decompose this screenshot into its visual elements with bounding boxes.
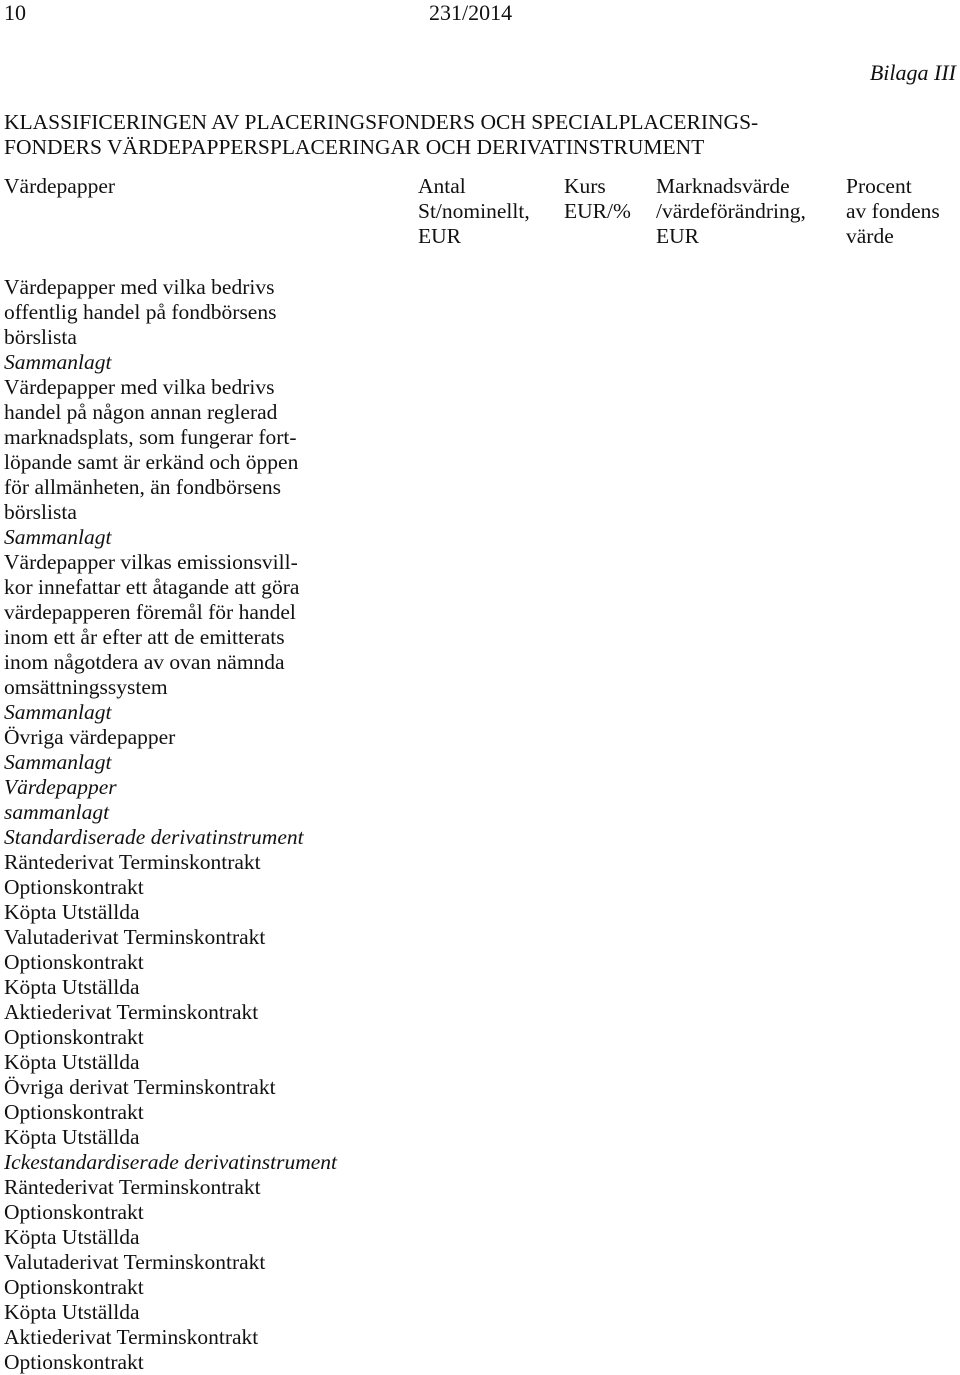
table-row-label: marknadsplats, som fungerar fort- (4, 425, 297, 449)
table-row-label: för allmänheten, än fondbörsens (4, 475, 282, 499)
table-row-label: Optionskontrakt (4, 1100, 144, 1124)
table-row-label: Köpta Utställda (4, 900, 140, 924)
table-row-label: Standardiserade derivatinstrument (4, 825, 304, 849)
document-title-line-2: FONDERS VÄRDEPAPPERSPLACERINGAR OCH DERIVATINSTRUMENT (4, 135, 705, 159)
document-title-line-1: KLASSIFICERINGEN AV PLACERINGSFONDERS OCH SPECIALPLACERINGS- (4, 110, 759, 134)
table-row-label: börslista (4, 325, 77, 349)
table-row-label: Optionskontrakt (4, 1200, 144, 1224)
table-row-label: Ickestandardiserade derivatinstrument (4, 1150, 337, 1174)
column-header-line: /värdeförändring, (656, 199, 806, 223)
table-row-label: Optionskontrakt (4, 1275, 144, 1299)
table-row-label: Värdepapper (4, 775, 117, 799)
table-row-label: Köpta Utställda (4, 1050, 140, 1074)
table-row-label: Aktiederivat Terminskontrakt (4, 1000, 259, 1024)
table-row-label: Optionskontrakt (4, 1350, 144, 1374)
column-header-price (564, 174, 631, 224)
table-row-label: omsättningssystem (4, 675, 168, 699)
table-row-label: Optionskontrakt (4, 1025, 144, 1049)
table-row-label: Värdepapper med vilka bedrivs (4, 275, 275, 299)
column-header-line: Kurs (564, 174, 606, 198)
table-row-label: löpande samt är erkänd och öppen (4, 450, 299, 474)
table-row-label: Räntederivat Terminskontrakt (4, 850, 261, 874)
column-header-line: Värdepapper (4, 174, 116, 198)
table-row-label: börslista (4, 500, 77, 524)
column-header-line: av fondens (846, 199, 940, 223)
column-header-line: EUR (656, 224, 699, 248)
column-header-amount (418, 174, 530, 249)
table-row-label: Övriga värdepapper (4, 725, 176, 749)
table-row-label: Optionskontrakt (4, 950, 144, 974)
column-header-line: EUR (418, 224, 461, 248)
page-number: 10 (4, 0, 26, 25)
table-row-label: Valutaderivat Terminskontrakt (4, 1250, 266, 1274)
table-row-label: Övriga derivat Terminskontrakt (4, 1075, 276, 1099)
table-row-label: Köpta Utställda (4, 1125, 140, 1149)
column-header-line: värde (846, 224, 894, 248)
table-row-label: Sammanlagt (4, 350, 112, 374)
securities-classification-list (4, 275, 564, 1375)
table-row-label: Sammanlagt (4, 750, 112, 774)
table-row-label: Optionskontrakt (4, 875, 144, 899)
table-row-label: inom någotdera av ovan nämnda (4, 650, 285, 674)
table-row-label: Köpta Utställda (4, 975, 140, 999)
column-header-securities (4, 174, 115, 199)
table-row-label: sammanlagt (4, 800, 110, 824)
column-header-line: Procent (846, 174, 912, 198)
column-header-line: EUR/% (564, 199, 631, 223)
table-row-label: Valutaderivat Terminskontrakt (4, 925, 266, 949)
table-row-label: Sammanlagt (4, 700, 112, 724)
table-row-label: Köpta Utställda (4, 1225, 140, 1249)
column-header-market-value (656, 174, 806, 249)
annex-label: Bilaga III (869, 60, 956, 85)
column-header-line: Antal (418, 174, 466, 198)
column-header-percent (846, 174, 940, 249)
table-row-label: Räntederivat Terminskontrakt (4, 1175, 261, 1199)
table-row-label: Värdepapper vilkas emissionsvill- (4, 550, 298, 574)
table-row-label: inom ett år efter att de emitterats (4, 625, 285, 649)
table-row-label: Aktiederivat Terminskontrakt (4, 1325, 259, 1349)
table-row-label: offentlig handel på fondbörsens (4, 300, 277, 324)
column-header-line: St/nominellt, (418, 199, 530, 223)
table-row-label: kor innefattar ett åtagande att göra (4, 575, 300, 599)
document-reference: 231/2014 (429, 0, 513, 25)
table-row-label: värdepapperen föremål för handel (4, 600, 296, 624)
table-row-label: handel på någon annan reglerad (4, 400, 278, 424)
document-title (4, 110, 956, 160)
table-row-label: Sammanlagt (4, 525, 112, 549)
table-row-label: Köpta Utställda (4, 1300, 140, 1324)
column-header-line: Marknadsvärde (656, 174, 790, 198)
table-row-label: Värdepapper med vilka bedrivs (4, 375, 275, 399)
